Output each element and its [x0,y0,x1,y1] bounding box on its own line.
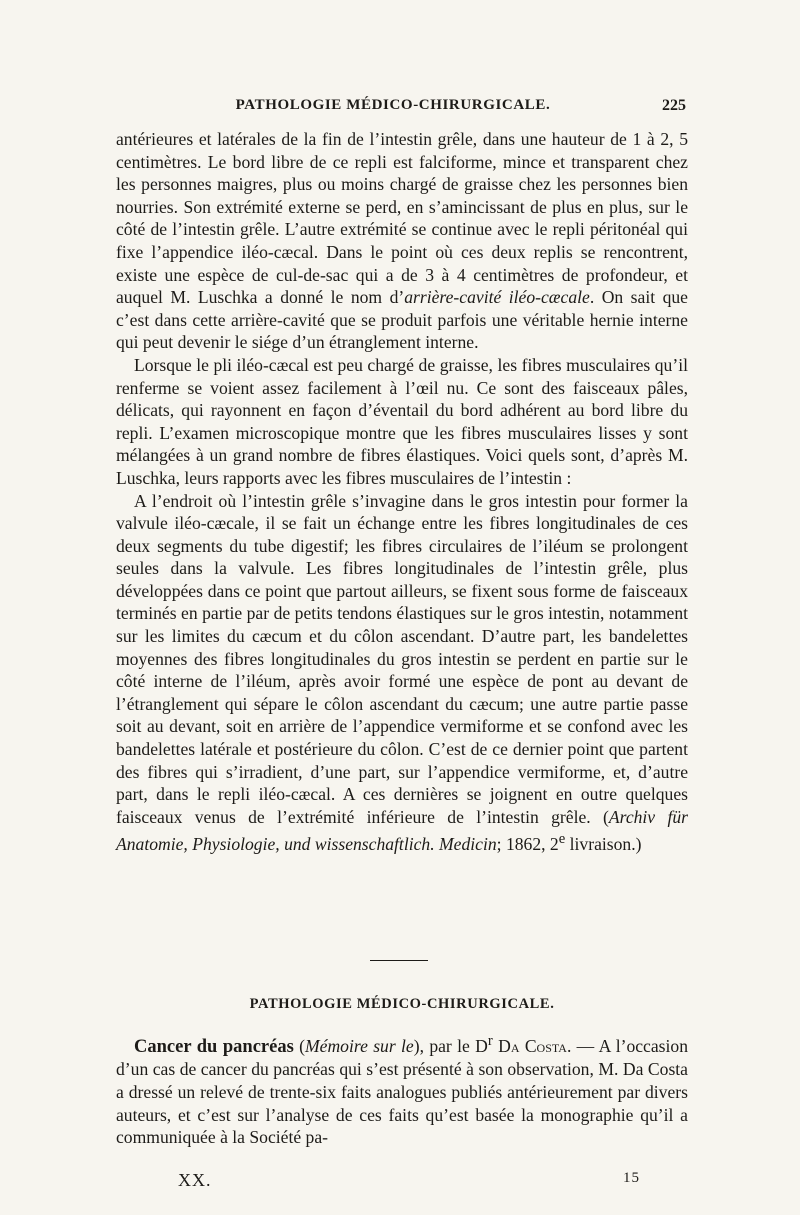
signature-mark: 15 [623,1170,640,1186]
article-author: Da Costa [498,1035,567,1056]
section-heading: PATHOLOGIE MÉDICO-CHIRURGICALE. [249,996,555,1012]
paragraph-2: Lorsque le pli iléo-cæcal est peu chargé de graisse, les fibres musculaires qu’il renferme se voient assez facilement à l’œil nu. Ce sont des faisceaux pâles, délicats, qui rayonnent en façon d’éventail du bord adhérent au bord libre du repli. L’examen microscopique montre que les fibres musculaires lisses y sont mélangées à un grand nombre de fibres élastiques. Voici quels sont, d’après M. Luschka, leurs rapports avec les fibres musculaires de l’intestin : [116,354,688,488]
article-paren-close: ), par le D [413,1035,488,1056]
paragraph-3 [116,490,688,856]
volume-number: XX. [178,1170,212,1190]
body-text [116,128,688,856]
paragraph-1-italic: arrière-cavité iléo-cæcale [404,287,590,308]
article [116,1030,688,1149]
paragraph-3-text-c: livraison.) [565,834,642,855]
section-divider [370,960,428,961]
citation-superscript: e [558,831,566,848]
article-title: Cancer du pancréas [134,1036,294,1057]
doctor-superscript: r [487,1033,493,1049]
article-text: . — A l’occasion d’un cas de cancer du pancréas qui s’est présenté à son observation, M. Da Costa a dressé un relevé de trente-six faits analogues publiés antérieurement par divers auteurs, et c’est sur l’analyse de ces faits qu’est basée la monographie qu’il a communiquée à la Société pa- [116,1035,688,1148]
paragraph-1 [116,128,688,354]
page-number: 225 [662,97,686,114]
paragraph-3-text-a: A l’endroit où l’intestin grêle s’invagine dans le gros intestin pour former la valvule iléo-cæcale, il se fait un échange entre les fibres longitudinales de ces deux segments du tube digestif; les fibres circulaires de l’iléum se prolongent seules dans la valvule. Les fibres longitudinales de l’intestin grêle, plus développées dans ce point que partout ailleurs, se fixent sous forme de faisceaux terminés en partie par de petits tendons élastiques sur le gros intestin, notamment sur les limites du cæcum et du côlon ascendant. D’autre part, les bandelettes moyennes des fibres longitudinales du gros intestin se perdent en partie sur le côté interne de l’iléum, après avoir formé une espèce de pont au devant de l’étranglement qui sépare le côlon ascendant du cæcum; une autre partie passe soit au devant, soit en arrière de l’appendice vermiforme et se confond avec les bandelettes latérale et postérieure du côlon. C’est de ce dernier point que partent des fibres qui s’irradient, d’une part, sur l’appendice vermiforme, et, d’autre part, dans le repli iléo-cæcal. A ces dernières se joignent en outre quelques faisceaux venus de l’extrémité inférieure de l’intestin grêle. ( [116,490,688,827]
article-memoir: Mémoire sur le [305,1035,414,1056]
citation-journal: Archiv für Anatomie, Physiologie, und wissenschaftlich. Medicin [116,806,688,855]
paragraph-3-text-b: ; 1862, 2 [496,834,559,855]
paragraph-1-text-b: . On sait que c’est dans cette arrière-cavité que se produit parfois une véritable hernie interne qui peut devenir le siége d’un étranglement interne. [116,287,688,353]
paragraph-1-text-a: antérieures et latérales de la fin de l’intestin grêle, dans une hauteur de 1 à 2, 5 centimètres. Le bord libre de ce repli est falciforme, mince et transparent chez les personnes maigres, plus ou moins chargé de graisse chez les personnes bien nourries. Son extrémité externe se perd, en s’amincissant de plus en plus, sur le côté de l’intestin grêle. L’autre extrémité se continue avec le repli péritonéal qui fixe l’appendice iléo-cæcal. Dans le point où ces deux replis se rencontrent, existe une espèce de cul-de-sac qui a de 3 à 4 centimètres de profondeur, et auquel M. Luschka a donné le nom d’ [116,129,688,308]
running-title: PATHOLOGIE MÉDICO-CHIRURGICALE. [235,97,551,113]
article-paren-open: ( [293,1035,306,1056]
article-paragraph [116,1030,688,1149]
page-footer [116,1170,640,1194]
running-head [116,97,686,123]
